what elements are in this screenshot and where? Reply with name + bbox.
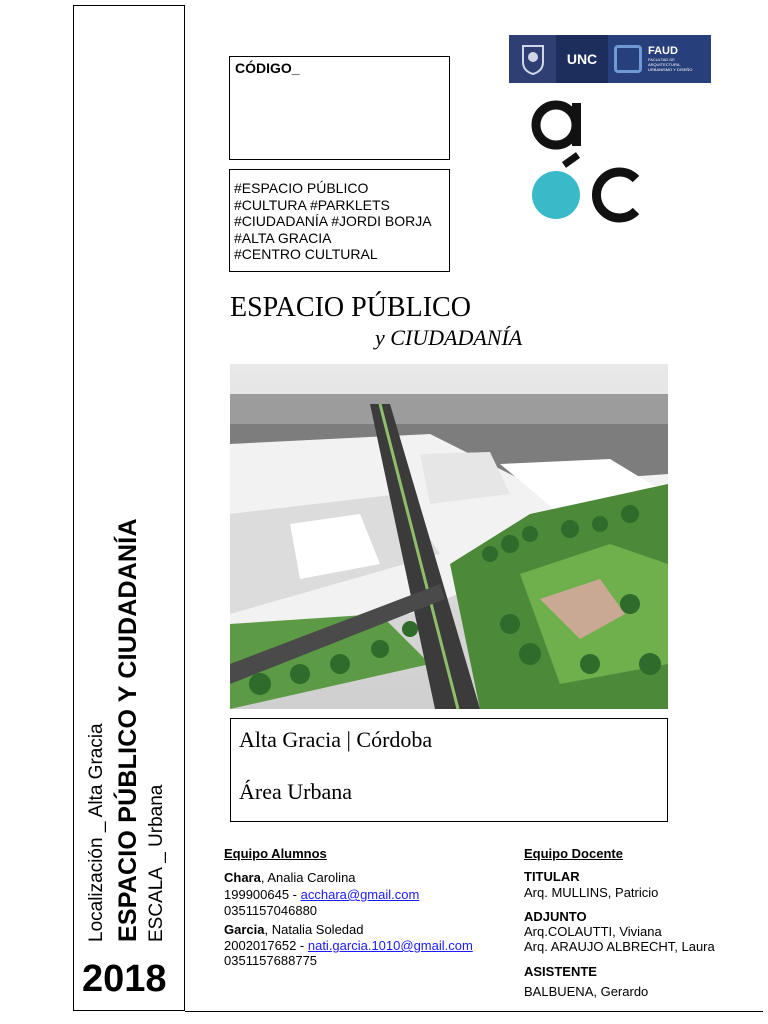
- teacher-role: TITULAR: [524, 869, 580, 884]
- student-email-link[interactable]: acchara@gmail.com: [300, 887, 420, 902]
- place-city: Alta Gracia | Córdoba: [239, 727, 433, 752]
- teacher-role: ADJUNTO: [524, 909, 587, 924]
- faud-mark-icon: [614, 45, 642, 73]
- vertical-title: ESPACIO PÚBLICO Y CIUDADANÍA: [114, 518, 142, 942]
- teacher-name: BALBUENA, Gerardo: [524, 984, 649, 999]
- teacher-name: Arq. MULLINS, Patricio: [524, 885, 659, 900]
- aoc-logo-icon: [520, 95, 650, 230]
- faud-logo: [608, 35, 711, 83]
- student-phone: 0351157046880: [224, 903, 318, 918]
- teachers-heading: Equipo Docente: [524, 846, 623, 861]
- student-contact: [224, 887, 419, 903]
- student-name: [224, 870, 356, 886]
- tag-line: #CENTRO CULTURAL: [234, 246, 378, 262]
- unc-logo: UNC: [566, 51, 598, 67]
- faud-label: FAUD: [648, 45, 678, 57]
- student-email-link[interactable]: nati.garcia.1010@gmail.com: [307, 938, 473, 953]
- bottom-rule: [185, 1011, 763, 1012]
- teacher-name: Arq.COLAUTTI, Viviana: [524, 924, 662, 939]
- tags-box: [229, 169, 450, 272]
- student-id: 199900645 -: [224, 887, 301, 902]
- document-title: ESPACIO PÚBLICO: [230, 292, 471, 323]
- location-label: Localización _ Alta Gracia: [86, 723, 107, 942]
- student-phone: 0351157688775: [224, 953, 318, 968]
- document-subtitle: y CIUDADANÍA: [375, 325, 523, 350]
- scale-label: ESCALA _ Urbana: [146, 784, 167, 942]
- teacher-name: Arq. ARAUJO ALBRECHT, Laura: [524, 939, 715, 954]
- student-id: 2002017652 -: [224, 938, 308, 953]
- code-label: CÓDIGO_: [235, 60, 300, 76]
- tag-line: #ALTA GRACIA: [234, 229, 332, 246]
- institution-logo-bar: [509, 35, 711, 83]
- tag-line: #ESPACIO PÚBLICO: [234, 180, 369, 196]
- students-heading: Equipo Alumnos: [224, 846, 327, 861]
- tag-line: #CULTURA #PARKLETS: [234, 196, 390, 213]
- place-area: Área Urbana: [239, 779, 352, 804]
- year-label: 2018: [82, 958, 167, 1000]
- student-surname: Garcia: [224, 922, 265, 937]
- student-given-name: , Natalia Soledad: [264, 922, 364, 937]
- crest-icon: [509, 35, 556, 83]
- faud-sublabel: FACULTAD DE ARQUITECTURA, URBANISMO Y DISEÑO: [648, 57, 693, 72]
- student-surname: Chara: [224, 870, 261, 885]
- student-name: [224, 922, 364, 938]
- tag-line: #CIUDADANÍA #JORDI BORJA: [234, 213, 432, 229]
- teacher-role: ASISTENTE: [524, 964, 597, 979]
- student-given-name: , Analia Carolina: [260, 870, 356, 885]
- student-contact: [224, 938, 473, 954]
- aerial-render-image: [230, 364, 668, 709]
